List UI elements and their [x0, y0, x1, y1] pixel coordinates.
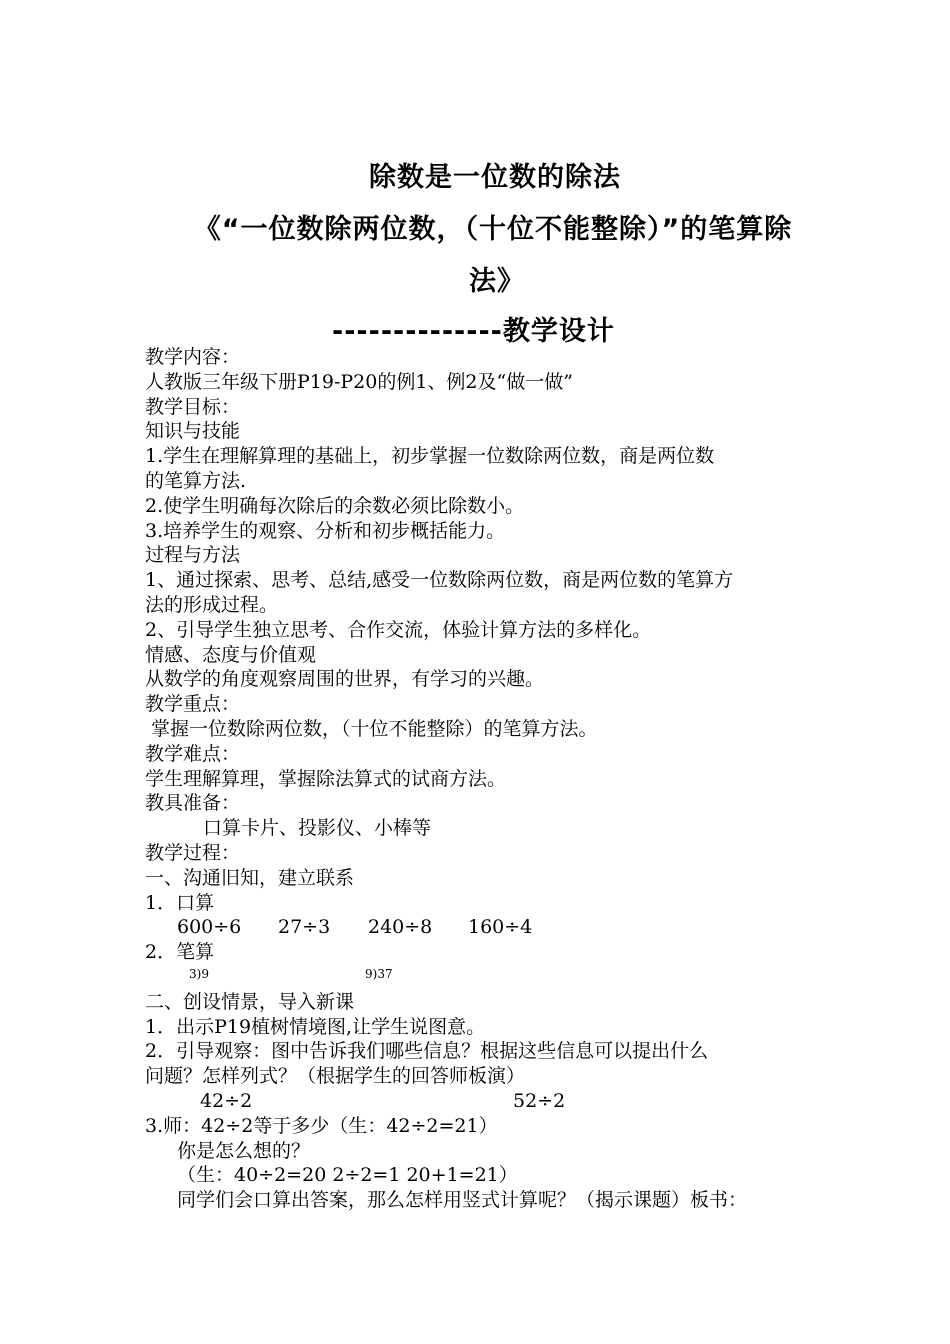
section-heading: 教学内容： — [145, 346, 241, 368]
paragraph-line: 掌握一位数除两位数，（十位不能整除）的笔算方法。 — [151, 717, 598, 740]
paragraph-line: 1、通过探索、思考、总结,感受一位数除两位数，商是两位数的笔算方 — [145, 569, 734, 592]
paragraph-line: 人教版三年级下册P19-P20的例1、例2及“做一做” — [145, 370, 573, 393]
formula-row — [145, 1089, 835, 1114]
paragraph-line: 2.使学生明确每次除后的余数必须比除数小。 — [145, 494, 525, 517]
section-heading: 教学目标： — [145, 395, 241, 418]
formula-item: 52÷2 — [513, 1089, 566, 1112]
paragraph-line: 你是怎么想的？ — [177, 1139, 311, 1162]
paragraph-line: 3.培养学生的观察、分析和初步概括能力。 — [145, 519, 506, 542]
subsection-heading: 情感、态度与价值观 — [145, 643, 317, 666]
paragraph-line: 1.学生在理解算理的基础上，初步掌握一位数除两位数，商是两位数 — [145, 445, 715, 468]
paragraph-line: 口算卡片、投影仪、小棒等 — [203, 817, 432, 840]
paragraph-line: 从数学的角度观察周围的世界，有学习的兴趣。 — [145, 668, 545, 691]
oral-calc-item: 160÷4 — [468, 916, 533, 939]
paragraph-line: （生：40÷2=20 2÷2=1 20+1=21） — [177, 1164, 518, 1187]
oral-calc-item: 600÷6 — [177, 916, 242, 939]
paragraph-line: 2、引导学生独立思考、合作交流，体验计算方法的多样化。 — [145, 618, 652, 641]
step-item: 1．出示P19植树情境图,让学生说图意。 — [145, 1015, 486, 1038]
step-item: 1．口算 — [145, 891, 215, 914]
paragraph-line: 问题？怎样列式？（根据学生的回答师板演） — [145, 1065, 526, 1088]
section-heading: 教学过程： — [145, 841, 241, 864]
section-heading: 教具准备： — [145, 792, 241, 815]
step-item: 2．引导观察：图中告诉我们哪些信息？根据这些信息可以提出什么 — [145, 1040, 709, 1063]
subsection-heading: 知识与技能 — [145, 420, 241, 443]
long-division-item: 9)37 — [365, 966, 393, 981]
doc-title: 除数是一位数的除法 — [369, 162, 621, 193]
long-division-item: 3)9 — [189, 966, 209, 981]
step-item: 2．笔算 — [145, 941, 215, 964]
section-heading: 教学重点： — [145, 693, 241, 716]
section-heading: 教学难点： — [145, 742, 241, 765]
doc-subtitle-line3: --------------教学设计 — [332, 316, 615, 347]
doc-subtitle-line2: 法》 — [469, 266, 525, 297]
step-item: 3.师：42÷2等于多少（生：42÷2=21） — [145, 1114, 498, 1137]
document-body — [145, 345, 835, 1213]
oral-calc-item: 27÷3 — [278, 916, 331, 939]
oral-calc-row — [145, 915, 835, 940]
step-heading: 一、沟通旧知，建立联系 — [145, 866, 355, 889]
doc-subtitle-line1: 《“一位数除两位数，（十位不能整除）”的笔算除 — [193, 214, 793, 245]
subsection-heading: 过程与方法 — [145, 544, 241, 567]
paragraph-line: 同学们会口算出答案，那么怎样用竖式计算呢？（揭示课题）板书： — [177, 1189, 748, 1212]
formula-item: 42÷2 — [200, 1089, 253, 1112]
paragraph-line: 的笔算方法. — [145, 469, 247, 492]
oral-calc-item: 240÷8 — [368, 916, 433, 939]
written-calc-row — [145, 965, 835, 990]
paragraph-line: 法的形成过程。 — [145, 593, 279, 616]
step-heading: 二、创设情景，导入新课 — [145, 990, 355, 1013]
paragraph-line: 学生理解算理，掌握除法算式的试商方法。 — [145, 767, 507, 790]
